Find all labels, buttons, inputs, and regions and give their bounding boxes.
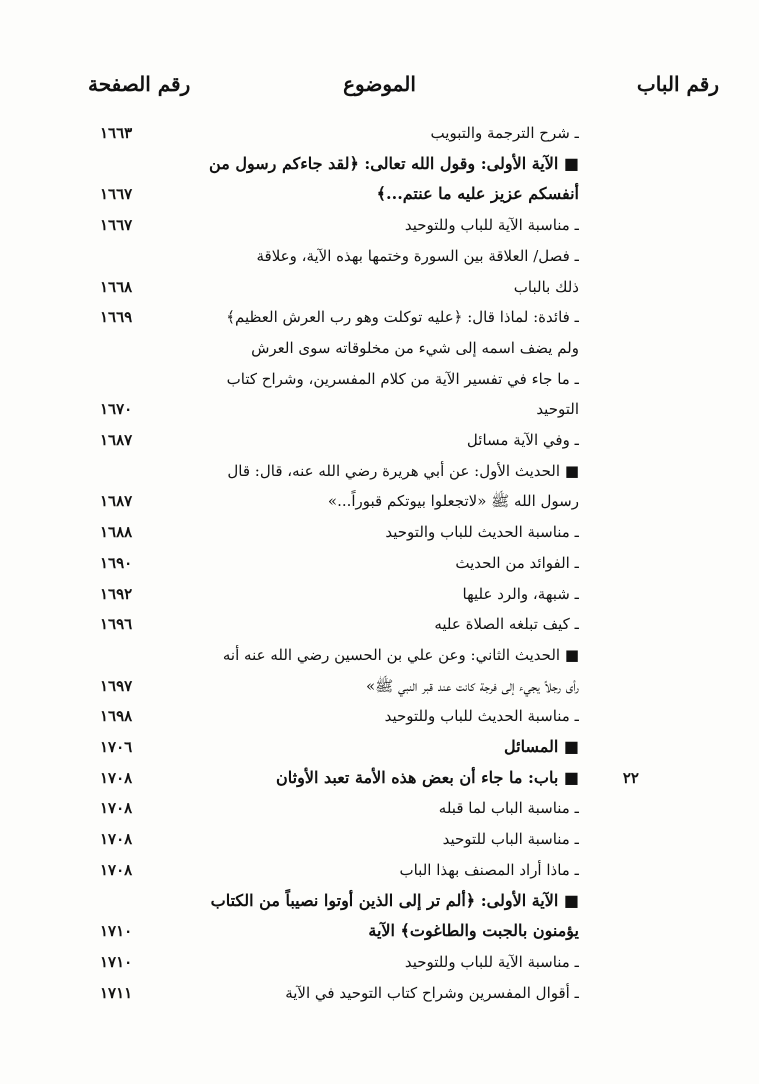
- toc-row: [0, 732, 759, 762]
- toc-entry-page: ١٧٠٦: [100, 738, 133, 756]
- toc-entry-page: ١٦٦٨: [100, 277, 133, 296]
- toc-row: [0, 517, 759, 547]
- toc-entry-text: ■ الحديث الأول: عن أبي هريرة رضي الله عنه، قال: قال: [227, 461, 579, 480]
- toc-entry-page: ١٦٨٧: [100, 492, 133, 511]
- toc-row: [0, 210, 759, 240]
- toc-entry-page: ١٦٦٧: [100, 185, 133, 204]
- toc-entry-text: ـ فائدة: لماذا قال: ﴿عليه توكلت وهو رب العرش العظيم﴾: [226, 308, 579, 327]
- toc-row: [0, 118, 759, 148]
- toc-row: [0, 916, 759, 946]
- toc-entry-page: ١٧٠٨: [100, 768, 133, 787]
- toc-row: [0, 272, 759, 302]
- toc-entry-text: ـ مناسبة الآية للباب وللتوحيد: [404, 952, 579, 971]
- toc-row: [0, 609, 759, 639]
- toc-entry-text: ■ المسائل: [504, 737, 579, 756]
- toc-entry-text: ـ وفي الآية مسائل: [466, 431, 579, 449]
- toc-entry-text: ـ شرح الترجمة والتبويب: [430, 124, 579, 142]
- toc-row: [0, 364, 759, 394]
- toc-entry-page: ١٧٠٨: [100, 799, 133, 818]
- toc-entry-text: ـ فصل/ العلاقة بين السورة وختمها بهذه الآية، وعلاقة: [256, 246, 579, 265]
- toc-row: [0, 978, 759, 1008]
- toc-entry-text: ■ الآية الأولى: وقول الله تعالى: ﴿لقد جاءكم رسول من: [209, 153, 579, 173]
- toc-row: [0, 456, 759, 486]
- toc-entry-text: ـ ما جاء في تفسير الآية من كلام المفسرين، وشراح كتاب: [226, 369, 579, 388]
- header-page-number: رقم الصفحة: [88, 72, 191, 96]
- toc-entry-page: ١٦٩٦: [100, 615, 133, 634]
- toc-row: [0, 241, 759, 271]
- toc-entry-text: يؤمنون بالجبت والطاغوت﴾ الآية: [368, 921, 579, 941]
- toc-entry-text: ■ الحديث الثاني: وعن علي بن الحسين رضي الله عنه أنه: [222, 645, 579, 664]
- toc-entry-text: ـ كيف تبلغه الصلاة عليه: [434, 615, 579, 634]
- toc-row: [0, 548, 759, 578]
- toc-entry-text: ولم يضف اسمه إلى شيء من مخلوقاته سوى العرش: [251, 338, 579, 357]
- toc-entry-page: ١٦٧٠: [100, 400, 133, 419]
- toc-entry-text: ـ مناسبة الباب لما قبله: [438, 799, 579, 818]
- toc-entry-page: ١٦٦٧: [100, 216, 133, 235]
- toc-row: [0, 486, 759, 516]
- toc-entry-text: ـ شبهة، والرد عليها: [462, 584, 579, 603]
- header-chapter-number: رقم الباب: [636, 72, 719, 96]
- toc-entry-page: ١٦٨٧: [100, 431, 133, 449]
- toc-row: [0, 302, 759, 332]
- toc-entry-text: ـ ماذا أراد المصنف بهذا الباب: [399, 860, 579, 879]
- toc-entry-text: رأى رجلاً يجيء إلى فرجة كانت عند قبر النبي ﷺ»: [365, 676, 579, 695]
- toc-entry-text: رسول الله ﷺ «لاتجعلوا بيوتكم قبوراً...»: [327, 492, 579, 511]
- toc-row: [0, 394, 759, 424]
- toc-row: [0, 824, 759, 854]
- header-topic: الموضوع: [343, 72, 416, 96]
- toc-entry-text: ـ الفوائد من الحديث: [455, 553, 579, 572]
- toc-row: [0, 855, 759, 885]
- toc-entry-text: أنفسكم عزيز عليه ما عنتم...﴾: [376, 184, 579, 204]
- toc-entry-text: التوحيد: [536, 400, 579, 419]
- toc-entry-text: ذلك بالباب: [513, 277, 579, 296]
- toc-row: [0, 425, 759, 455]
- toc-entry-page: ١٦٨٨: [100, 523, 133, 542]
- toc-row: [0, 793, 759, 823]
- toc-entry-text: ـ مناسبة الحديث للباب وللتوحيد: [384, 707, 579, 726]
- toc-entry-page: ١٦٩٧: [100, 676, 133, 695]
- toc-entry-text: ـ مناسبة الآية للباب وللتوحيد: [404, 216, 579, 235]
- toc-row: [0, 947, 759, 977]
- toc-entry-chapter-number: ٢٢: [622, 768, 639, 787]
- toc-row: [0, 763, 759, 793]
- toc-entry-page: ١٦٩٢: [100, 584, 133, 603]
- toc-row: [0, 671, 759, 701]
- toc-entry-text: ■ الآية الأولى: ﴿ألم تر إلى الذين أوتوا نصيباً من الكتاب: [210, 890, 579, 910]
- toc-row: [0, 333, 759, 363]
- toc-row: [0, 640, 759, 670]
- toc-entry-page: ١٦٩٨: [100, 707, 133, 726]
- toc-row: [0, 149, 759, 179]
- toc-entry-page: ١٧١١: [100, 983, 133, 1002]
- toc-entry-page: ١٧٠٨: [100, 830, 133, 849]
- toc-entry-text: ـ مناسبة الباب للتوحيد: [442, 830, 579, 849]
- toc-entry-text: ـ مناسبة الحديث للباب والتوحيد: [385, 523, 579, 542]
- toc-entry-text: ■ باب: ما جاء أن بعض هذه الأمة تعبد الأوثان: [276, 767, 579, 787]
- toc-entry-text: ـ أقوال المفسرين وشراح كتاب التوحيد في الآية: [285, 983, 579, 1002]
- toc-entry-page: ١٦٩٠: [100, 553, 133, 572]
- toc-entry-page: ١٦٦٣: [100, 124, 133, 142]
- toc-row: [0, 886, 759, 916]
- toc-entry-page: ١٧١٠: [100, 952, 133, 971]
- toc-entry-page: ١٧١٠: [100, 922, 133, 941]
- toc-entry-page: ١٧٠٨: [100, 860, 133, 879]
- toc-row: [0, 179, 759, 209]
- toc-entry-page: ١٦٦٩: [100, 308, 133, 327]
- toc-row: [0, 579, 759, 609]
- toc-row: [0, 701, 759, 731]
